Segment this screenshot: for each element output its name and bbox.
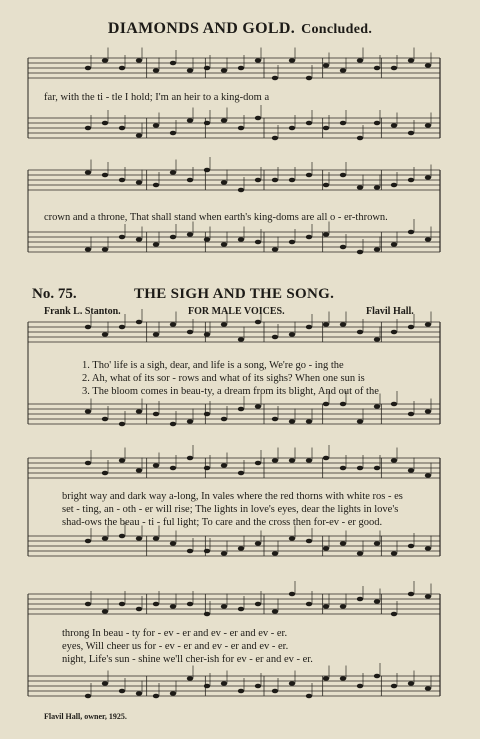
verse-line: set - ting, an - oth - er will rise; The lights in love's eyes, dear the lights in love's	[62, 504, 399, 515]
author-credit: Frank L. Stanton.	[44, 306, 121, 317]
copyright-footer: Flavil Hall, owner, 1925.	[44, 712, 127, 721]
verse-line: eyes, Will cheer us for - ev - er and ev - er and ev - er.	[62, 641, 289, 652]
lyric-line: crown and a throne, That shall stand when earth's king-doms are all o - er-thrown.	[44, 212, 388, 223]
page-title: DIAMONDS AND GOLD. Concluded.	[107, 20, 373, 37]
verse-line: night, Life's sun - shine we'll cher-ish for ev - er and ev - er.	[62, 654, 313, 665]
verse-line: throng In beau - ty for - ev - er and ev - er and ev - er.	[62, 628, 288, 639]
verse-line: 1. Tho' life is a sigh, dear, and life is a song, We're go - ing the	[82, 360, 344, 371]
hymn-number: No. 75.	[32, 286, 77, 302]
lyric-line: far, with the ti - tle I hold; I'm an heir to a king-dom a	[44, 92, 270, 103]
composer-credit: Flavil Hall.	[366, 306, 414, 317]
verse-line: 3. The bloom comes in beau-ty, a dream from its blight, And out of the	[82, 386, 379, 397]
voices-note: FOR MALE VOICES.	[188, 306, 285, 317]
verse-line: shad-ows the beau - ti - ful light; To care and the cross then for-ev - er good.	[62, 517, 383, 528]
verse-line: bright way and dark way a-long, In vales where the red thorns with white ros - es	[62, 491, 403, 502]
hymn-title: THE SIGH AND THE SONG.	[134, 286, 335, 302]
verse-line: 2. Ah, what of its sor - rows and what of its sighs? When one sun is	[82, 373, 365, 384]
